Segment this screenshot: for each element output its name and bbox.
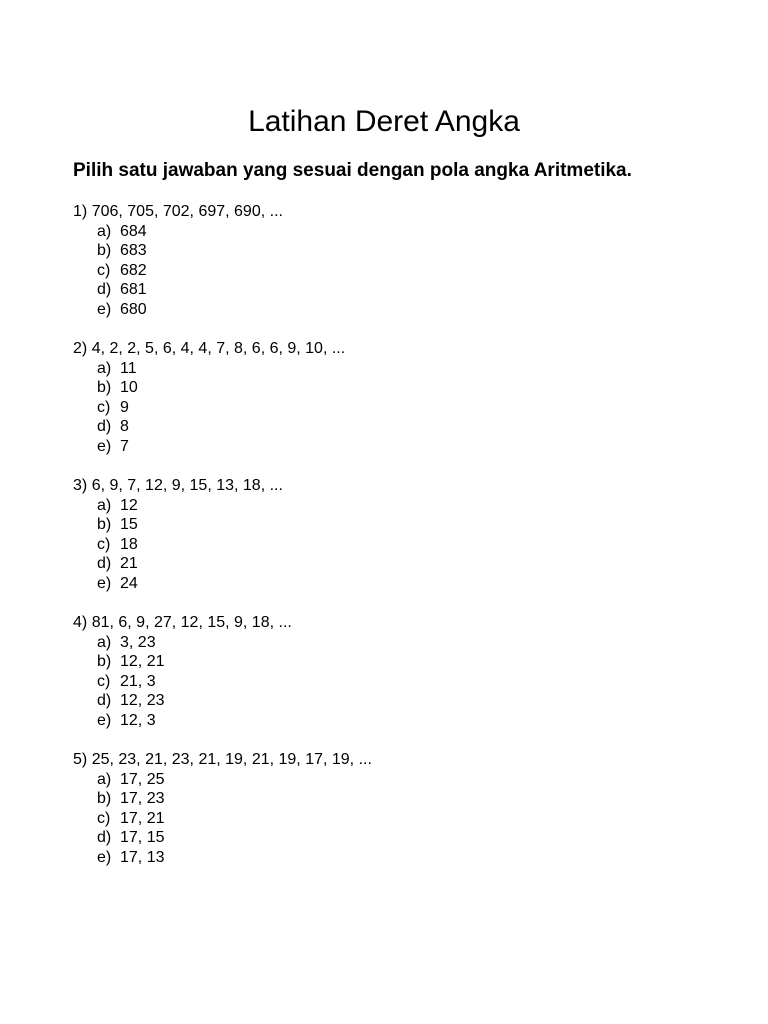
option-letter: d) [97,829,112,846]
question-number: 3) [73,477,88,494]
option-letter: d) [97,692,112,709]
option-letter: e) [97,574,112,592]
question-1 [73,202,733,319]
option-letter: d) [97,555,112,572]
answer-option-e [97,574,733,594]
option-value: 21, 3 [120,672,156,690]
option-value: 21 [120,555,138,572]
answer-option-c [97,398,733,418]
answer-options [73,770,733,868]
option-letter: a) [97,633,112,651]
option-value: 17, 13 [120,848,165,866]
answer-option-a [97,359,733,379]
answer-option-b [97,789,733,809]
option-value: 17, 25 [120,770,165,788]
option-value: 17, 23 [120,790,165,807]
question-sequence: 6, 9, 7, 12, 9, 15, 13, 18, ... [91,477,283,494]
option-value: 24 [120,574,138,592]
answer-options [73,359,733,457]
answer-option-c [97,535,733,555]
question-line [73,476,733,496]
option-letter: c) [97,672,111,690]
answer-option-e [97,437,733,457]
question-line [73,202,733,222]
option-value: 684 [120,222,147,240]
option-value: 18 [120,535,138,553]
option-letter: d) [97,281,112,298]
question-sequence: 706, 705, 702, 697, 690, ... [91,203,283,220]
option-letter: a) [97,496,112,514]
question-2 [73,339,733,456]
question-sequence: 81, 6, 9, 27, 12, 15, 9, 18, ... [91,614,292,631]
option-letter: c) [97,809,111,827]
option-value: 8 [120,418,129,435]
answer-option-d [97,828,733,848]
answer-option-c [97,809,733,829]
option-letter: c) [97,261,111,279]
option-letter: c) [97,535,111,553]
option-letter: b) [97,790,112,807]
question-line [73,750,733,770]
option-letter: c) [97,398,111,416]
option-value: 12, 3 [120,711,156,729]
option-value: 17, 21 [120,809,165,827]
page-title: Latihan Deret Angka [248,105,520,138]
option-letter: a) [97,222,112,240]
option-value: 9 [120,398,129,416]
option-value: 680 [120,300,147,318]
answer-option-b [97,515,733,535]
option-value: 12, 23 [120,692,165,709]
answer-option-d [97,417,733,437]
option-value: 683 [120,242,147,259]
answer-option-a [97,633,733,653]
answer-options [73,496,733,594]
option-letter: b) [97,379,112,396]
option-value: 12, 21 [120,653,165,670]
option-value: 15 [120,516,138,533]
instruction-text: Pilih satu jawaban yang sesuai dengan pola angka Aritmetika. [73,160,632,181]
option-value: 3, 23 [120,633,156,651]
question-number: 5) [73,751,88,768]
answer-option-e [97,711,733,731]
question-4 [73,613,733,730]
answer-option-a [97,496,733,516]
option-letter: b) [97,516,112,533]
option-letter: e) [97,300,112,318]
answer-option-d [97,554,733,574]
question-5 [73,750,733,867]
answer-option-e [97,848,733,868]
option-value: 7 [120,437,129,455]
option-letter: a) [97,359,112,377]
option-value: 10 [120,379,138,396]
answer-option-b [97,378,733,398]
question-number: 2) [73,340,88,357]
option-letter: a) [97,770,112,788]
option-letter: b) [97,653,112,670]
question-sequence: 25, 23, 21, 23, 21, 19, 21, 19, 17, 19, ... [91,751,372,768]
option-value: 12 [120,496,138,514]
option-value: 11 [120,359,137,377]
option-value: 681 [120,281,147,298]
option-value: 17, 15 [120,829,165,846]
answer-option-a [97,222,733,242]
answer-option-d [97,691,733,711]
option-letter: d) [97,418,112,435]
question-line [73,339,733,359]
question-sequence: 4, 2, 2, 5, 6, 4, 4, 7, 8, 6, 6, 9, 10, ... [91,340,346,357]
answer-option-b [97,652,733,672]
answer-option-d [97,280,733,300]
answer-option-c [97,261,733,281]
answer-options [73,222,733,320]
question-number: 1) [73,203,88,220]
option-letter: e) [97,711,112,729]
option-letter: b) [97,242,112,259]
option-value: 682 [120,261,147,279]
answer-option-e [97,300,733,320]
answer-option-a [97,770,733,790]
question-3 [73,476,733,593]
option-letter: e) [97,437,112,455]
option-letter: e) [97,848,112,866]
answer-option-b [97,241,733,261]
answer-option-c [97,672,733,692]
question-number: 4) [73,614,88,631]
question-line [73,613,733,633]
answer-options [73,633,733,731]
